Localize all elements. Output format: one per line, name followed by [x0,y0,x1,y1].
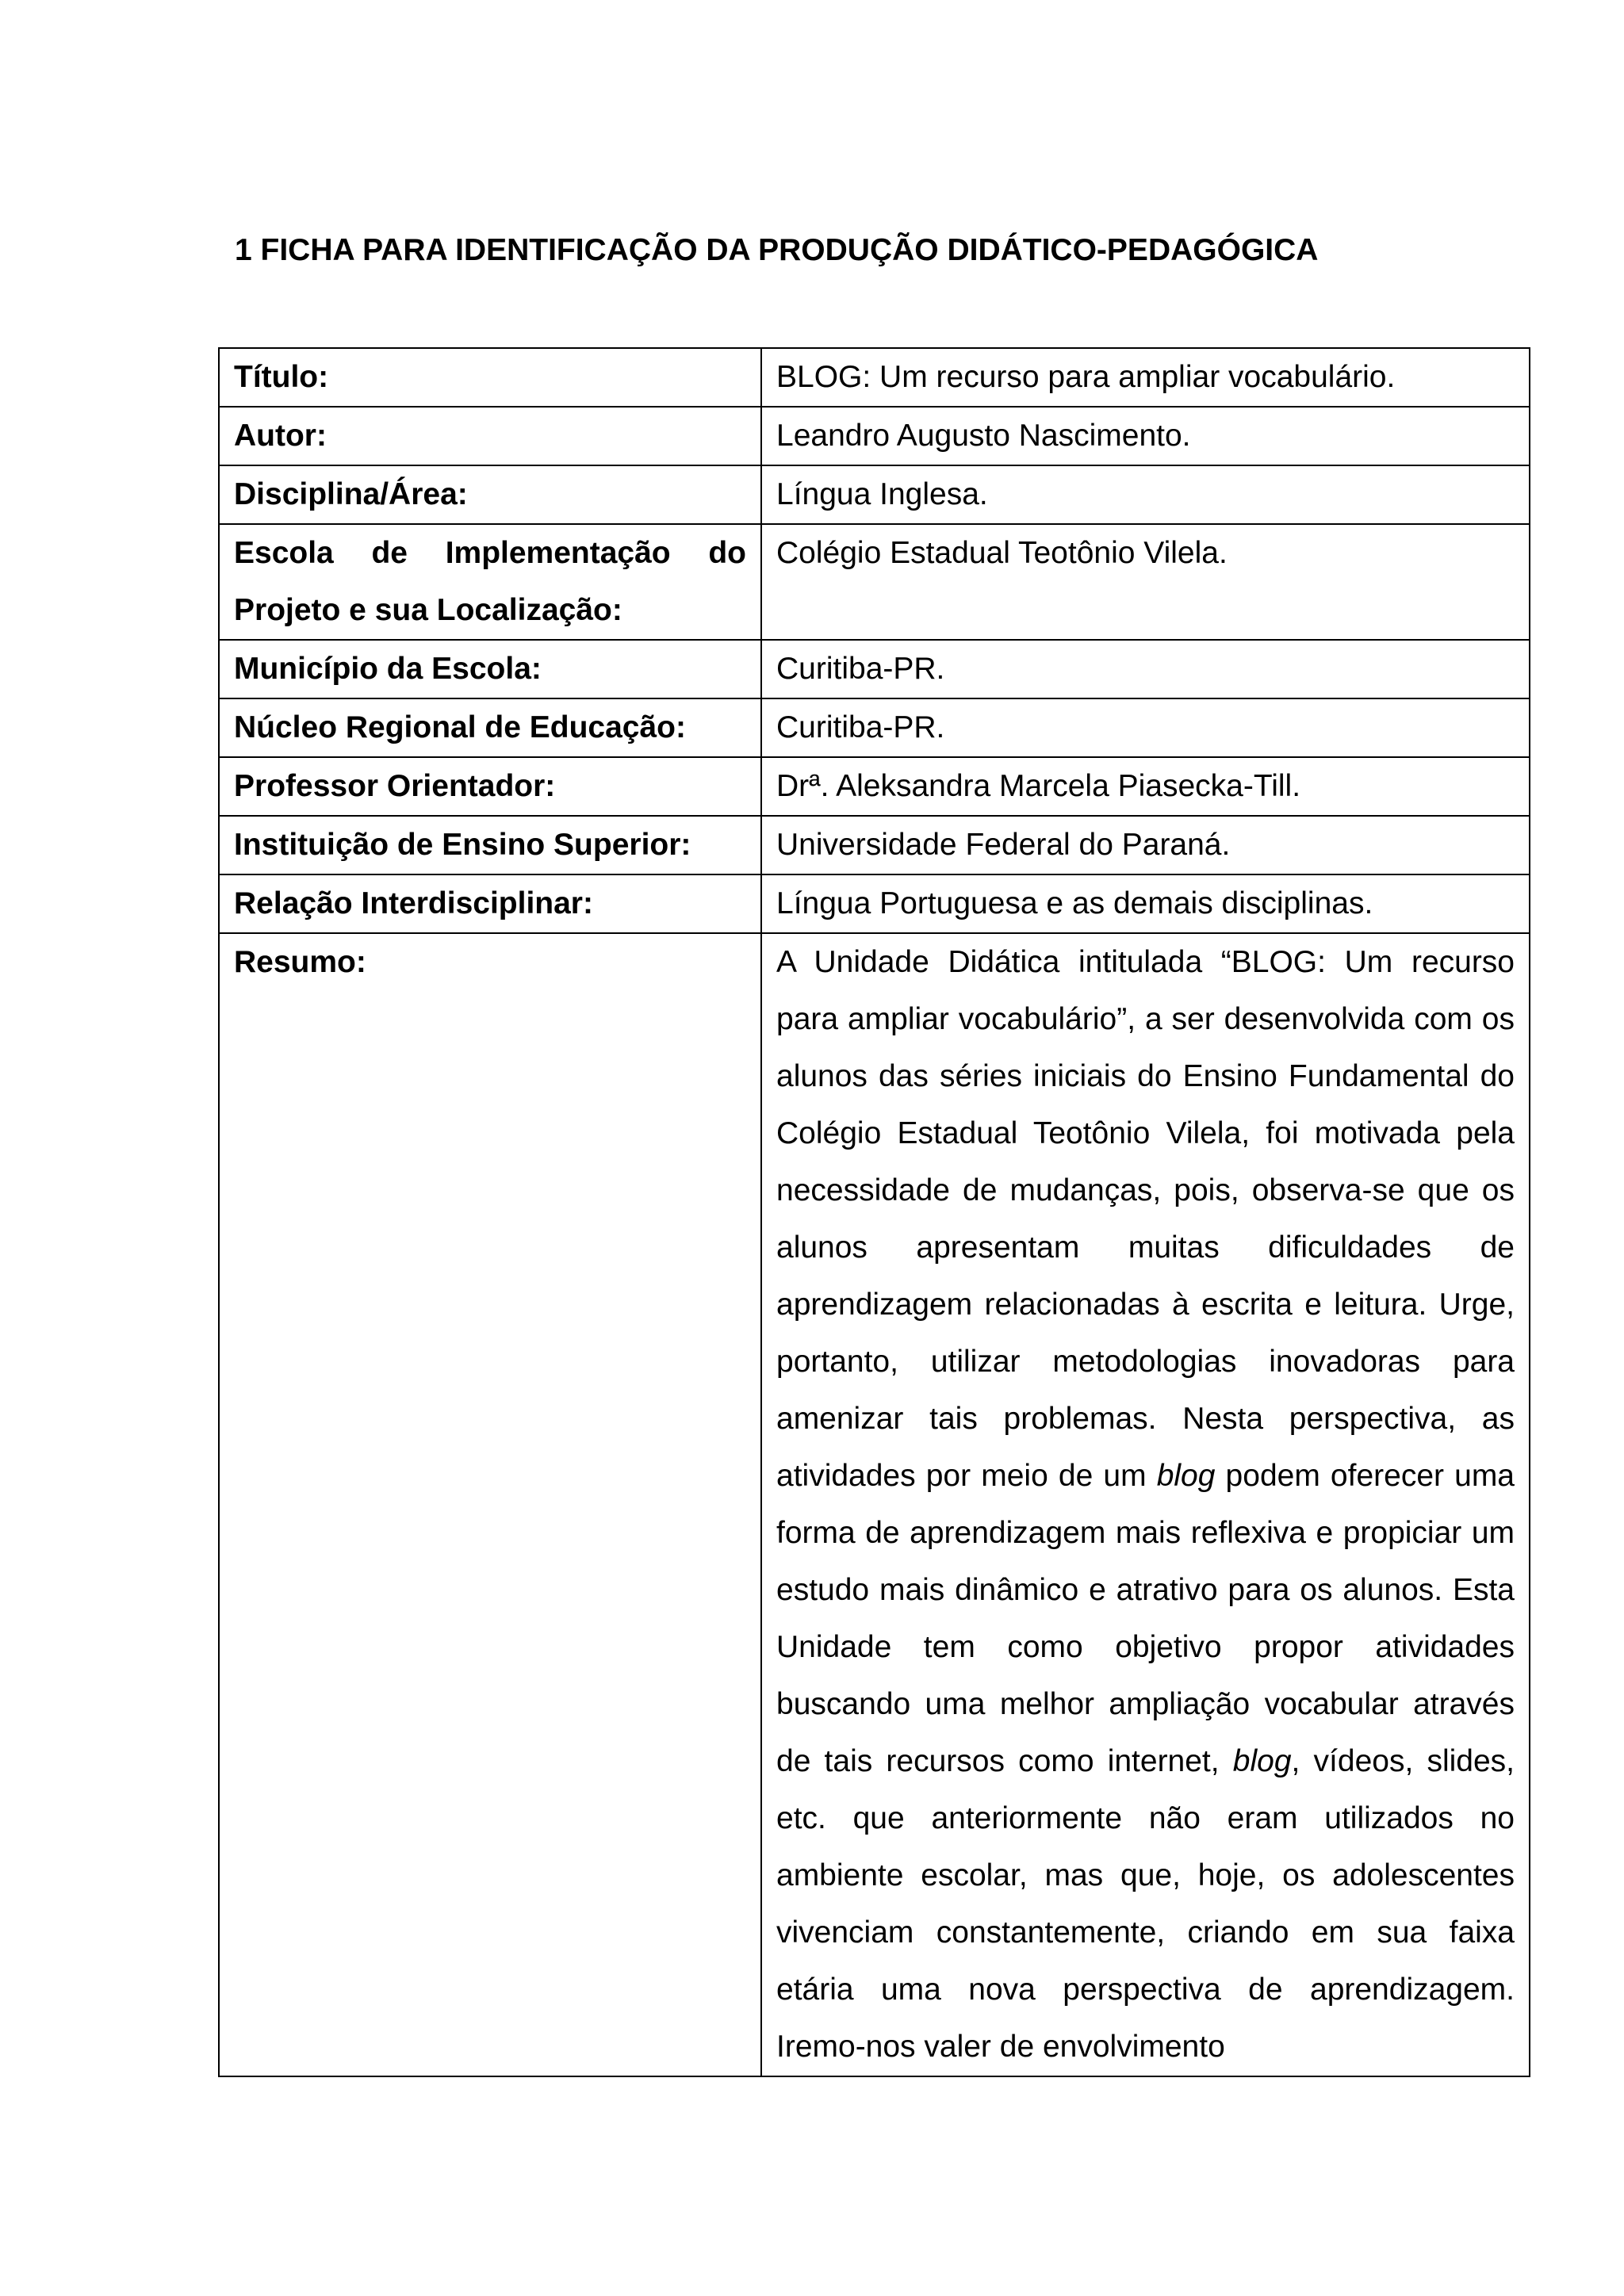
row-value: Curitiba-PR. [761,698,1530,757]
row-value: Curitiba-PR. [761,640,1530,698]
table-row [219,524,1530,640]
row-label: Instituição de Ensino Superior: [219,816,761,874]
row-label: Núcleo Regional de Educação: [219,698,761,757]
table-row [219,348,1530,407]
table-row [219,757,1530,816]
table-row [219,407,1530,465]
resumo-text [761,933,1530,2076]
row-label: Escola de Implementação do Projeto e sua Localização: [219,524,761,640]
resumo-text-part: podem oferecer uma forma de aprendizagem mais reflexiva e propiciar um estudo mais dinâmico e atrativo para os alunos. Esta Unidade tem como objetivo propor atividades buscando uma melhor ampliação vocabular através de tais recursos como internet, [776,1459,1515,1778]
row-label: Título: [219,348,761,407]
row-value: BLOG: Um recurso para ampliar vocabulário. [761,348,1530,407]
resumo-italic-term: blog [1232,1744,1292,1778]
table-row [219,698,1530,757]
resumo-text-part: , vídeos, slides, etc. que anteriormente não eram utilizados no ambiente escolar, mas que, hoje, os adolescentes vivenciam constantemente, criando em sua faixa etária uma nova perspectiva de aprendizagem. Iremo-nos valer de envolvimento [776,1744,1515,2064]
row-value: Leandro Augusto Nascimento. [761,407,1530,465]
row-label: Autor: [219,407,761,465]
row-label: Município da Escola: [219,640,761,698]
row-value: Drª. Aleksandra Marcela Piasecka-Till. [761,757,1530,816]
table-row [219,816,1530,874]
table-row-resumo [219,933,1530,2076]
row-label: Relação Interdisciplinar: [219,874,761,933]
row-value: Língua Portuguesa e as demais disciplinas. [761,874,1530,933]
row-label: Disciplina/Área: [219,465,761,524]
table-row [219,640,1530,698]
table-row [219,465,1530,524]
row-value: Universidade Federal do Paraná. [761,816,1530,874]
row-value: Colégio Estadual Teotônio Vilela. [761,524,1530,640]
document-heading: 1 FICHA PARA IDENTIFICAÇÃO DA PRODUÇÃO DIDÁTICO-PEDAGÓGICA [235,233,1319,267]
resumo-italic-term: blog [1156,1459,1216,1493]
resumo-label: Resumo: [219,933,761,2076]
resumo-text-part: A Unidade Didática intitulada “BLOG: Um recurso para ampliar vocabulário”, a ser desenvolvida com os alunos das séries iniciais do Ensino Fundamental do Colégio Estadual Teotônio Vilela, foi motivada pela necessidade de mudanças, pois, observa-se que os alunos apresentam muitas dificuldades de aprendizagem relacionadas à escrita e leitura. Urge, portanto, utilizar metodologias inovadoras para amenizar tais problemas. Nesta perspectiva, as atividades por meio de um [776,945,1515,1493]
row-label: Professor Orientador: [219,757,761,816]
identification-table [218,347,1530,2077]
table-row [219,874,1530,933]
row-value: Língua Inglesa. [761,465,1530,524]
